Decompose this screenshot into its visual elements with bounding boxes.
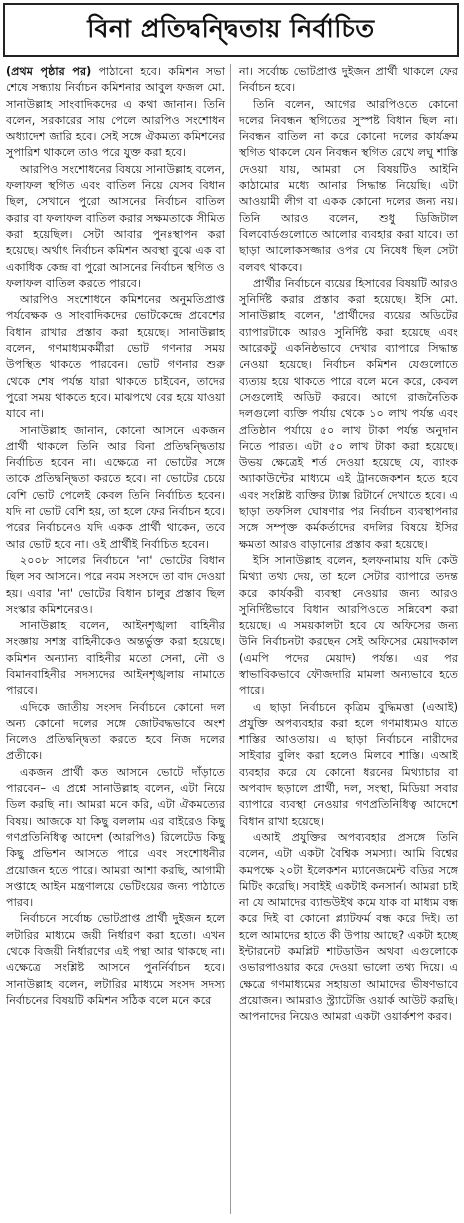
- article-paragraph: এ ছাড়া নির্বাচনে কৃত্রিম বুদ্ধিমত্তা (এআই) প্রযুক্তি অপব্যবহার করা হলে গণমাধ্যমও যাতে শাস্তির আওতায়। এ ছাড়া নির্বাচনে নারীদের সাইবার বুলিং করা হলেও মিলবে শাস্তি। এআই ব্যবহার করে যে কোনো ধরনের মিথ্যাচার বা অপবাদ ছড়ালে প্রার্থী, দল, সংস্থা, মিডিয়া সবার ব্যাপারে ব্যবস্থা নেওয়ার গণপ্রতিনিধিত্ব আদেশে বিধান রাখা হয়েছে।: [239, 700, 458, 828]
- article-paragraph: ইসি সানাউল্লাহ বলেন, হলফনামায় যদি কেউ মিথ্যা তথ্য দেয়, তা হলে সেটার ব্যাপারে তদন্ত করে কার্যকরী ব্যবস্থা নেওয়ার জন্য আরও সুনির্দিষ্টভাবে বিধান আরপিওতে সন্নিবেশ করা হয়েছে। এ সময়কালটা হবে যে অফিসের জন্য উনি নির্বাচনটা করছেন সেই অফিসের মেয়াদকাল (এমপি পদের মেয়াদ) পর্যন্ত। এর পর স্বাভাবিকভাবে ফৌজদারি মামলা অন্যভাবে হতে পারে।: [239, 553, 458, 698]
- article-paragraph: এদিকে জাতীয় সংসদ নির্বাচনে কোনো দল অন্য কোনো দলের সঙ্গে জোটবদ্ধভাবে অংশ নিলেও প্রতিদ্বন্দ্বিতা করতে হবে নিজ দলের প্রতীকে।: [6, 700, 225, 763]
- paragraph-text: পাঠানো হবে। কমিশন সভা শেষে সন্ধ্যায় নির্বাচন কমিশনার আবুল ফজল মো. সানাউল্লাহ সাংবাদিকদের এ কথা জানান। তিনি বলেন, সরকারের সায় পেলে আরপিও সংশোধন অধ্যাদেশ জারি হবে। সেই সঙ্গে ঐকমত্য কমিশনের সুপারিশ থাকলে তাও পরে যুক্ত করা হবে।: [6, 65, 225, 160]
- article-paragraph: এআই প্রযুক্তির অপব্যবহার প্রসঙ্গে তিনি বলেন, এটা একটা বৈশ্বিক সমস্যা। আমি বিশ্বের কমপক্ষে ২০টা ইলেকশন ম্যানেজমেন্ট বডির সঙ্গে মিটিং করেছি। সবাইই একটাই কনসার্ন। আমরা চাই না যে আমাদের ব্যান্ডউইথ কমে যাক বা মাধ্যম বন্ধ করে দিই বা কোনো প্ল্যাটফর্ম বন্ধ করে দিই। তা হলে আমাদের হাতে কী উপায় আছে? একটা হচ্ছে ইন্টারনেট কমপ্লিট শাটডাউন অথবা এগুলোকে ওভারপাওয়ার করে দেওয়া ভালো তথ্য দিয়ে। এ ক্ষেত্রে গণমাধ্যমের সহায়তা আমাদের ভীষণভাবে প্রয়োজন। আমরাও স্ট্র্যাটেজি ওয়ার্ক আউট করছি। আপনাদের নিয়েও আমরা একটা ওয়ার্কশপ করব।: [239, 830, 458, 1024]
- column-divider: [230, 64, 231, 1214]
- article-paragraph: নির্বাচনে সর্বোচ্চ ভোটপ্রাপ্ত প্রার্থী দুইজন হলে লটারির মাধ্যমে জয়ী নির্ধারণ করা হতো। এখন থেকে বিজয়ী নির্ধারণের এই পন্থা আর থাকছে না। এক্ষেত্রে সংশ্লিষ্ট আসনে পুনর্নির্বাচন হবে। সানাউল্লাহ বলেন, লটারির মাধ্যমে সংসদ সদস্য নির্বাচনের বিষয়টি কমিশন সঠিক বলে মনে করে: [6, 912, 225, 1007]
- article-paragraph: তিনি বলেন, আগের আরপিওতে কোনো দলের নিবন্ধন স্থগিতের সুস্পষ্ট বিধান ছিল না। নিবন্ধন বাতিল না করে কোনো দলের কার্যক্রম স্থগিত থাকলে যেন নিবন্ধন স্থগিত রেখে লঘু শাস্তি দেওয়া যায়, আমরা সে বিষয়টিও আইনি কাঠামোর মধ্যে আনার সিদ্ধান্ত নিয়েছি। এটা আওয়ামী লীগ বা একক কোনো দলের জন্য নয়। তিনি আরও বলেন, শুধু ডিজিটাল বিলবোর্ডগুলোতে আলোর ব্যবহার করা যাবে। তা ছাড়া আলোকসজ্জার ওপর যে নিষেধ ছিল সেটা বলবৎ থাকবে।: [239, 97, 458, 274]
- article-paragraph: [6, 64, 225, 162]
- continued-label: (প্রথম পৃষ্ঠার পর): [6, 65, 92, 78]
- article-paragraph: ২০০৮ সালের নির্বাচনে 'না' ভোটের বিধান ছিল সব আসনে। পরে নবম সংসদে তা বাদ দেওয়া হয়। এবার 'না' ভোটের বিধান চালুর প্রস্তাব ছিল সংস্কার কমিশনেরও।: [6, 553, 225, 616]
- headline-box: [3, 3, 459, 57]
- article-paragraph: সানাউল্লাহ বলেন, আইনশৃঙ্খলা বাহিনীর সংজ্ঞায় সশস্ত্র বাহিনীকেও অন্তর্ভুক্ত করা হয়েছে। কমিশন অন্যান্য বাহিনীর মতো সেনা, নৌ ও বিমানবাহিনীর সদস্যদের আইনশৃঙ্খলায় নামাতে পারবে।: [6, 619, 225, 698]
- article-column-left: [6, 64, 225, 1214]
- article-paragraph: না। সর্বোচ্চ ভোটপ্রাপ্ত দুইজন প্রার্থী থাকলে ফের নির্বাচন হবে।: [239, 65, 458, 95]
- article-paragraph: আরপিও সংশোধনের বিষয়ে সানাউল্লাহ বলেন, ফলাফল স্থগিত এবং বাতিল নিয়ে যেসব বিধান ছিল, সেখানে পুরো আসনের নির্বাচন বাতিল করার বা ফলাফল বাতিল করার সক্ষমতাকে সীমিত করা হয়েছিল। সেটা আবার পুনঃস্থাপন করা হয়েছে। অর্থাৎ নির্বাচন কমিশন অবস্থা বুঝে এক বা একাধিক কেন্দ্র বা পুরো আসনের নির্বাচন স্থগিত ও ফলাফল বাতিল করতে পারবে।: [6, 162, 225, 290]
- article-column-right: [239, 64, 458, 1214]
- article-paragraph: একজন প্রার্থী কত আসনে ভোটে দাঁড়াতে পারবেন– এ প্রশ্নে সানাউল্লাহ বলেন, এটা নিয়ে ডিল করছি না। আমরা মনে করি, এটা ঐকমত্যের বিষয়। আজকে যা কিছু বললাম এর বাইরেও কিছু গণপ্রতিনিধিত্ব আদেশ (আরপিও) রিলেটেড কিছু কিছু প্রভিশন আসতে পারে এবং সংশোধনীর প্রয়োজন হতে পারে। আমরা আশা করছি, আগামী সপ্তাহে আইন মন্ত্রণালয়ে ভেটিংয়ের জন্য পাঠাতে পারব।: [6, 765, 225, 910]
- article-paragraph: প্রার্থীর নির্বাচনে ব্যয়ের হিসাবের বিষয়টি আরও সুনির্দিষ্ট করার প্রস্তাব করা হয়েছে। ইসি মো. সানাউল্লাহ বলেন, 'প্রার্থীদের ব্যয়ের অডিটের ব্যাপারটাকে আরও সুনির্দিষ্ট করা হয়েছে এবং আরেকটু একনিষ্ঠভাবে দেখার ব্যাপারে সিদ্ধান্ত নেওয়া হয়েছে। নির্বাচন কমিশন যেগুলোতে ব্যত্যয় হয়ে থাকতে পারে বলে মনে করে, কেবল সেগুলোই অডিট করবে। আগে রাজনৈতিক দলগুলো ব্যক্তি পর্যায় থেকে ১০ লাখ পর্যন্ত এবং প্রতিষ্ঠান পর্যায়ে ৫০ লাখ টাকা পর্যন্ত অনুদান নিতে পারত। এটা ৫০ লাখ টাকা করা হয়েছে। উভয় ক্ষেত্রেই শর্ত দেওয়া হয়েছে যে, ব্যাংক অ্যাকাউন্টের মাধ্যমে এই ট্রানজেকশন হতে হবে এবং সংশ্লিষ্ট ব্যক্তির ট্যাক্স রিটার্নে দেখাতে হবে। এ ছাড়া তফসিল ঘোষণার পর নির্বাচন ব্যবস্থাপনার সঙ্গে সম্পৃক্ত কর্মকর্তাদের বদলির বিষয়ে ইসির ক্ষমতা আরও বাড়ানোর প্রস্তাব করা হয়েছে।: [239, 276, 458, 551]
- headline: বিনা প্রতিদ্বন্দ্বিতায় নির্বাচিত: [87, 13, 375, 43]
- article-paragraph: সানাউল্লাহ জানান, কোনো আসনে একজন প্রার্থী থাকলে তিনি আর বিনা প্রতিদ্বন্দ্বিতায় নির্বাচিত হবেন না। এক্ষেত্রে না ভোটের সঙ্গে তাকে প্রতিদ্বন্দ্বিতা করতে হবে। না ভোটের চেয়ে বেশি ভোট পেলেই কেবল তিনি নির্বাচিত হবেন। যদি না ভোট বেশি হয়, তা হলে ফের নির্বাচন হবে। পরের নির্বাচনেও যদি একক প্রার্থী থাকেন, তবে আর ভোট হবে না। ওই প্রার্থীই নির্বাচিত হবেন।: [6, 423, 225, 551]
- article-paragraph: আরপিও সংশোধনে কমিশনের অনুমতিপ্রাপ্ত পর্যবেক্ষক ও সাংবাদিকদের ভোটকেন্দ্রে প্রবেশের বিধান রাখার প্রস্তাব করা হয়েছে। সানাউল্লাহ বলেন, গণমাধ্যমকর্মীরা ভোট গণনার সময় উপস্থিত থাকতে পারবেন। ভোট গণনার শুরু থেকে শেষ পর্যন্ত যারা থাকতে চাইবেন, তাদের পুরো সময় থাকতে হবে। মাঝপথে বের হয়ে যাওয়া যাবে না।: [6, 293, 225, 421]
